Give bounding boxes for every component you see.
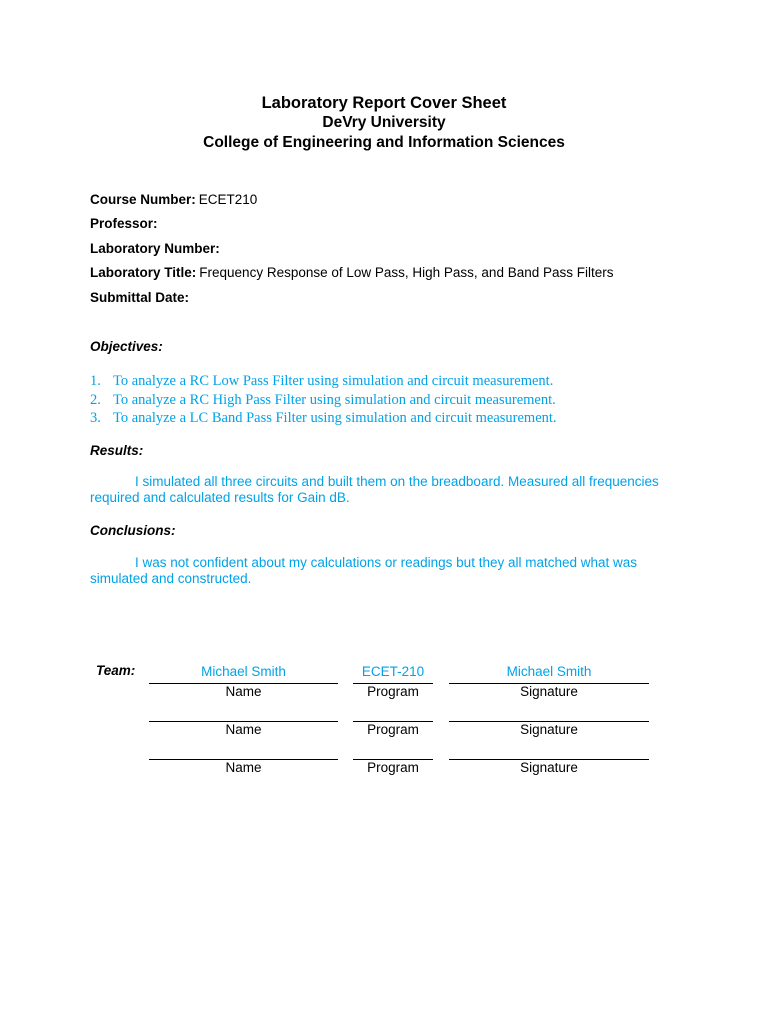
list-item bbox=[90, 409, 557, 428]
team-member-name bbox=[149, 739, 338, 756]
report-title: Laboratory Report Cover Sheet bbox=[261, 94, 507, 112]
item-text: To analyze a RC Low Pass Filter using simulation and circuit measurement. bbox=[113, 373, 554, 389]
results-heading: Results: bbox=[90, 443, 144, 458]
field-submittal-date bbox=[90, 290, 192, 305]
field-label: Course Number: bbox=[90, 192, 196, 207]
item-text: To analyze a RC High Pass Filter using simulation and circuit measurement. bbox=[113, 391, 556, 408]
signature-caption: Signature bbox=[520, 760, 578, 775]
field-professor bbox=[90, 216, 161, 231]
item-number: 1. bbox=[90, 373, 101, 389]
signature-caption: Signature bbox=[520, 684, 578, 699]
college-name: College of Engineering and Information Sciences bbox=[203, 134, 565, 151]
field-course-number bbox=[90, 192, 257, 207]
item-number: 3. bbox=[90, 410, 101, 426]
team-member-signature bbox=[449, 739, 649, 756]
team-label: Team: bbox=[96, 663, 136, 678]
conclusions-text: I was not confident about my calculations or readings but they all matched what was simulated and constructed. bbox=[90, 555, 638, 586]
team-member-signature: Michael Smith bbox=[506, 664, 592, 679]
program-caption: Program bbox=[367, 760, 419, 775]
list-item bbox=[90, 372, 557, 391]
field-label: Professor: bbox=[90, 216, 158, 231]
name-caption: Name bbox=[225, 722, 262, 737]
program-caption: Program bbox=[367, 722, 419, 737]
signature-caption: Signature bbox=[520, 722, 578, 737]
field-value: ECET210 bbox=[198, 192, 258, 207]
item-text: To analyze a LC Band Pass Filter using simulation and circuit measurement. bbox=[113, 410, 557, 426]
field-label: Laboratory Title: bbox=[90, 265, 197, 280]
field-label: Laboratory Number: bbox=[90, 241, 220, 256]
objectives-list bbox=[90, 372, 557, 428]
item-number: 2. bbox=[90, 391, 101, 408]
list-item bbox=[90, 391, 557, 410]
team-member-name bbox=[149, 701, 338, 718]
program-caption: Program bbox=[367, 684, 419, 699]
results-text: I simulated all three circuits and built them on the breadboard. Measured all frequencies required and calculated results for Gain dB. bbox=[90, 474, 659, 505]
team-member-program bbox=[353, 701, 433, 718]
team-member-program: ECET-210 bbox=[361, 664, 425, 679]
name-caption: Name bbox=[225, 684, 262, 699]
conclusions-heading: Conclusions: bbox=[90, 523, 176, 538]
team-member-program bbox=[353, 739, 433, 756]
university-name: DeVry University bbox=[322, 114, 446, 131]
field-value: Frequency Response of Low Pass, High Pass, and Band Pass Filters bbox=[199, 265, 614, 280]
team-member-name: Michael Smith bbox=[201, 664, 286, 679]
name-caption: Name bbox=[225, 760, 262, 775]
field-laboratory-number bbox=[90, 241, 223, 256]
field-laboratory-title bbox=[90, 265, 614, 280]
field-label: Submittal Date: bbox=[90, 290, 190, 305]
team-member-signature bbox=[449, 701, 649, 718]
objectives-heading: Objectives: bbox=[90, 339, 163, 354]
